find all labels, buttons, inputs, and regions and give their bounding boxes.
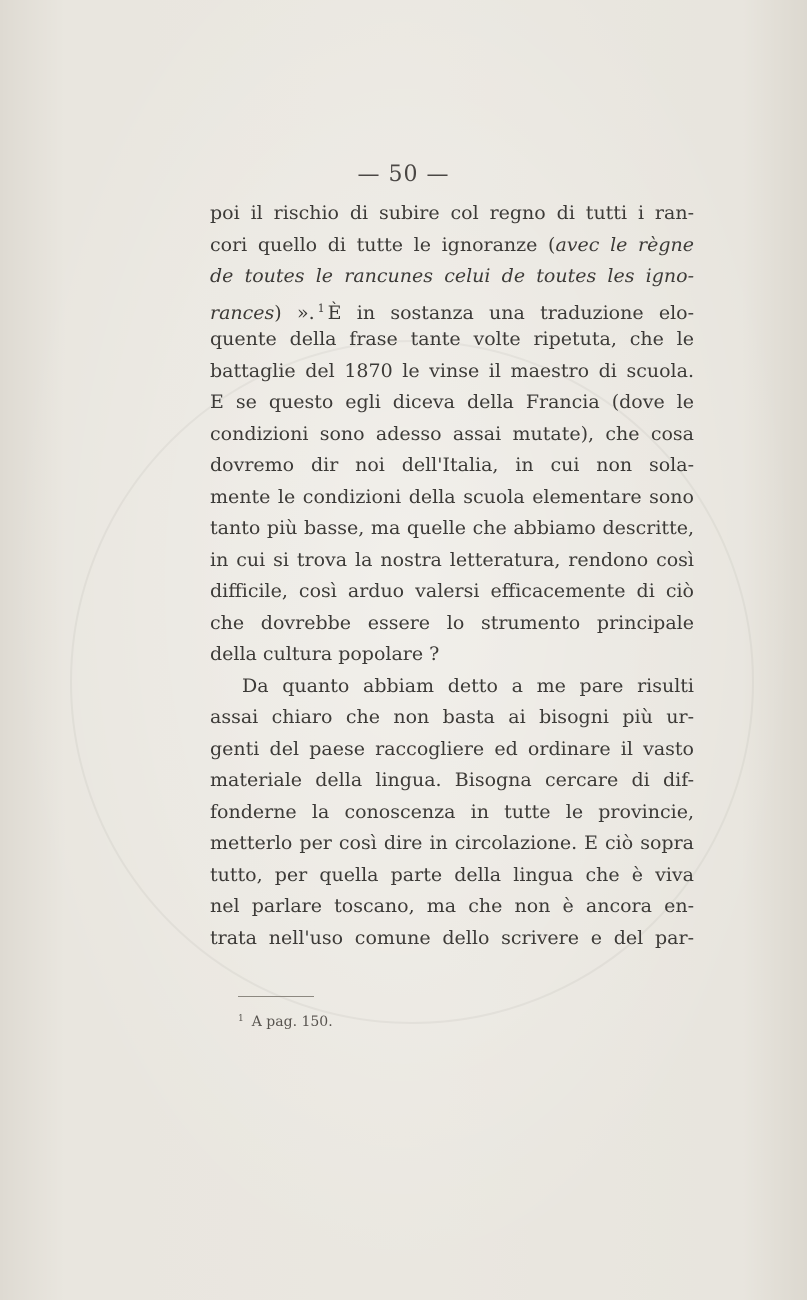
text-line: cori quello di tutte le ignoranze (avec le règne (210, 233, 694, 256)
text-line: E se questo egli diceva della Francia (dove le (210, 391, 694, 413)
text-line: tanto più basse, ma quelle che abbiamo descritte, (210, 517, 694, 539)
text-line: fonderne la conoscenza in tutte le provincie, (210, 800, 694, 823)
text-line: dovremo dir noi dell'Italia, in cui non sola- (210, 454, 694, 476)
footnote-reference: 1 (317, 301, 325, 315)
text-line: tutto, per quella parte della lingua che è viva (210, 863, 694, 886)
text-line: quente della frase tante volte ripetuta, che le (210, 328, 694, 350)
text-line: poi il rischio di subire col regno di tutti i ran- (210, 202, 694, 224)
footnote (238, 1014, 333, 1030)
text-line: nel parlare toscano, ma che non è ancora en- (210, 895, 694, 917)
text-line: assai chiaro che non basta ai bisogni più ur- (210, 706, 694, 728)
text-line: difficile, così arduo valersi efficacemente di ciò (210, 580, 694, 602)
text-line: della cultura popolare ? (210, 643, 440, 665)
text-line: materiale della lingua. Bisogna cercare di dif- (210, 769, 694, 791)
text-line: che dovrebbe essere lo strumento principale (210, 611, 694, 634)
footnote-divider (238, 996, 314, 997)
italic-quote: rances (210, 301, 275, 324)
text-line: trata nell'uso comune dello scrivere e del par- (210, 926, 694, 949)
page-number: — 50 — (357, 162, 450, 187)
text-line: genti del paese raccogliere ed ordinare il vasto (210, 737, 694, 760)
text-line: battaglie del 1870 le vinse il maestro di scuola. (210, 359, 694, 382)
text-line: metterlo per così dire in circolazione. E ciò sopra (210, 832, 694, 854)
text-line: rances) ». $^1$ È in sostanza una traduzione elo- (210, 301, 694, 324)
text-line: Da quanto abbiam detto a me pare risulti (242, 674, 694, 697)
footnote-text: A pag. 150. (251, 1014, 333, 1030)
italic-quote: avec le règne (555, 233, 694, 256)
italic-quote: de toutes le rancunes celui de toutes les igno- (210, 265, 694, 287)
text-line: mente le condizioni della scuola elementare sono (210, 485, 694, 508)
body-text (210, 198, 694, 954)
footnote-marker: 1 (238, 1014, 244, 1024)
text-line: in cui si trova la nostra letteratura, rendono così (210, 548, 694, 571)
text-line: condizioni sono adesso assai mutate), che cosa (210, 422, 694, 445)
